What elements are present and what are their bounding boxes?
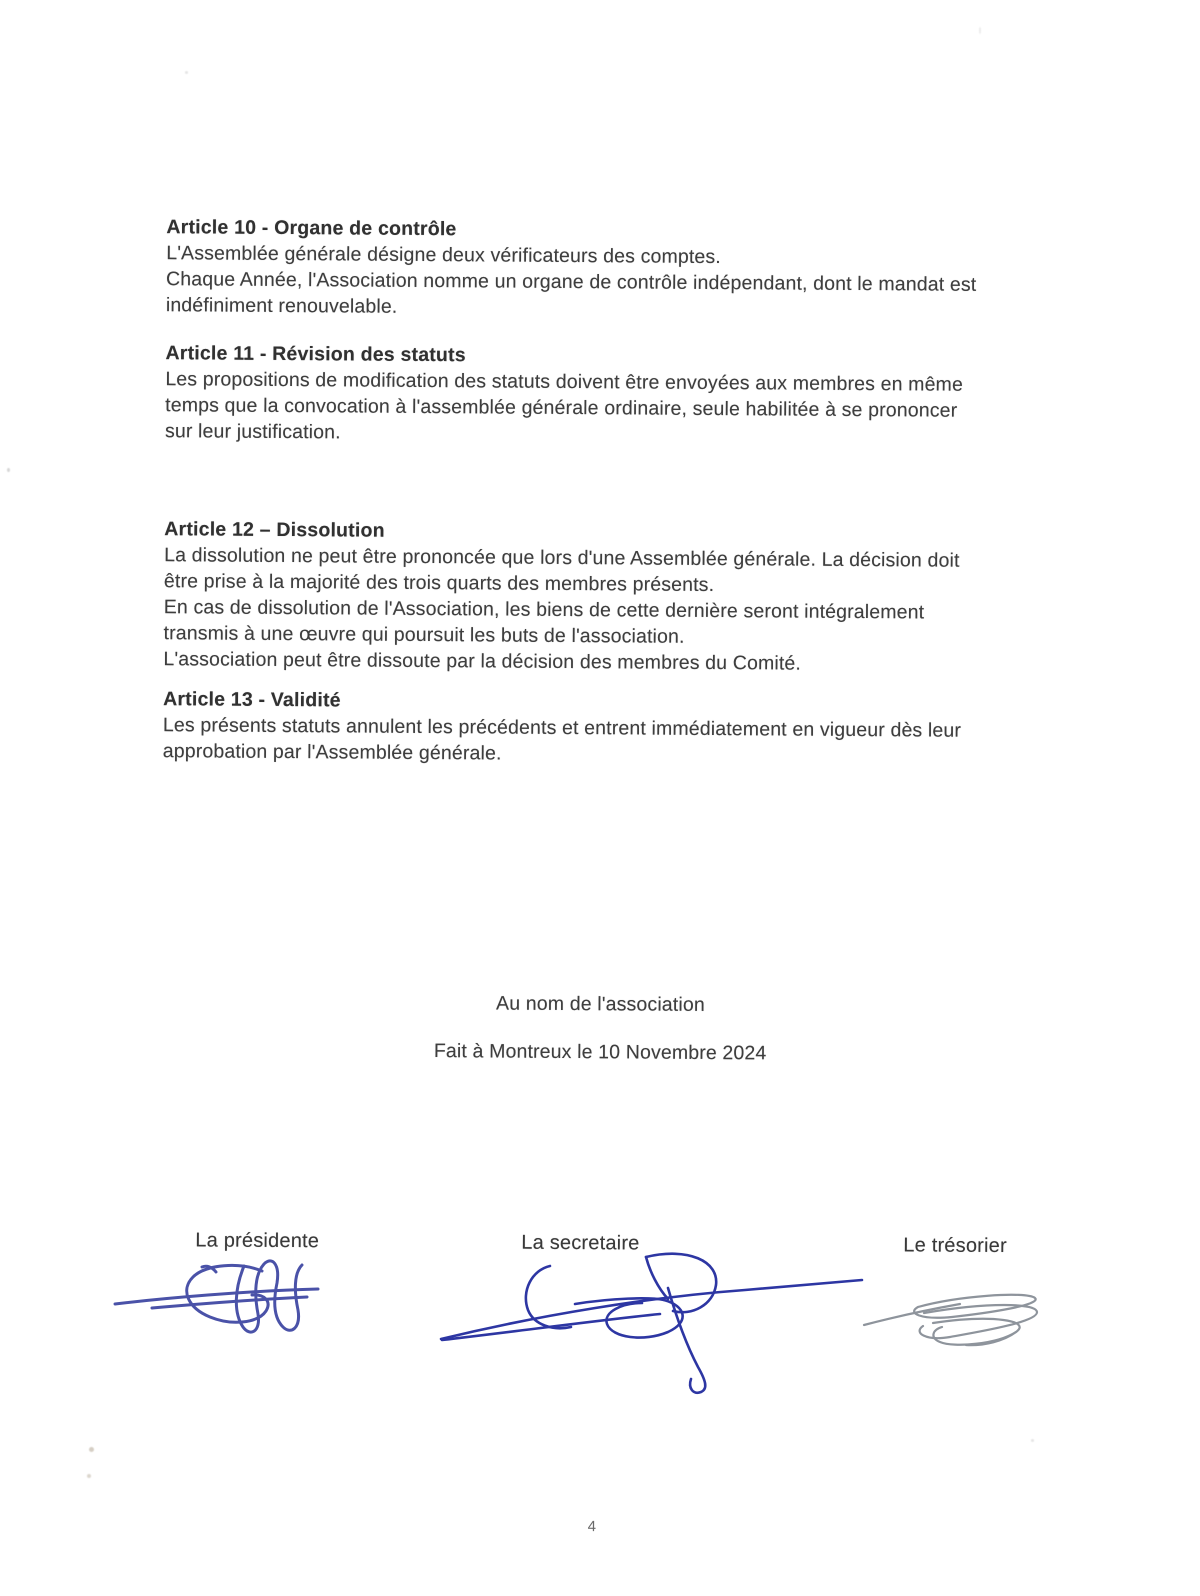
article-12-line: L'association peut être dissoute par la décision des membres du Comité. [163, 648, 802, 675]
closing-place-date: Fait à Montreux le 10 Novembre 2024 [433, 1040, 767, 1065]
article-11-line: Les propositions de modification des statuts doivent être envoyées aux membres en même [165, 368, 964, 396]
article-11-line: temps que la convocation à l'assemblée générale ordinaire, seule habilitée à se prononcer [165, 394, 958, 422]
article-12-line: être prise à la majorité des trois quarts des membres présents. [163, 570, 715, 596]
article-10-line: L'Assemblée générale désigne deux vérificateurs des comptes. [166, 242, 722, 269]
signature-label-secretaire: La secretaire [521, 1231, 640, 1255]
article-12-line: transmis à une œuvre qui poursuit les buts de l'association. [163, 622, 685, 648]
article-13-title: Article 13 - Validité [163, 688, 341, 712]
closing-on-behalf: Au nom de l'association [496, 992, 705, 1016]
signature-label-presidente: La présidente [195, 1229, 320, 1253]
article-12-line: La dissolution ne peut être prononcée que lors d'une Assemblée générale. La décision doit [164, 544, 960, 572]
scan-speck [7, 468, 10, 472]
article-12-line: En cas de dissolution de l'Association, les biens de cette dernière seront intégralement [163, 596, 925, 624]
article-10-line: Chaque Année, l'Association nomme un organe de contrôle indépendant, dont le mandat est [165, 268, 977, 296]
page-number: 4 [587, 1518, 597, 1536]
signature-label-tresorier: Le trésorier [903, 1234, 1007, 1258]
scan-speck [979, 27, 981, 34]
scan-speck [87, 1474, 91, 1478]
article-12-section [163, 516, 1094, 678]
article-10-section [166, 214, 1097, 324]
article-13-section [163, 686, 1094, 770]
scan-speck [185, 71, 188, 74]
scan-speck [1031, 1439, 1034, 1442]
article-11-line: sur leur justification. [164, 420, 341, 444]
article-12-title: Article 12 – Dissolution [164, 518, 385, 542]
article-10-title: Article 10 - Organe de contrôle [166, 216, 457, 241]
article-11-title: Article 11 - Révision des statuts [165, 342, 466, 367]
article-13-line: Les présents statuts annulent les précédents et entrent immédiatement en vigueur dès leur [162, 714, 962, 742]
article-13-line: approbation par l'Assemblée générale. [162, 740, 502, 765]
article-11-section [165, 340, 1096, 450]
scan-speck [89, 1447, 94, 1452]
article-10-line: indéfiniment renouvelable. [165, 294, 398, 318]
